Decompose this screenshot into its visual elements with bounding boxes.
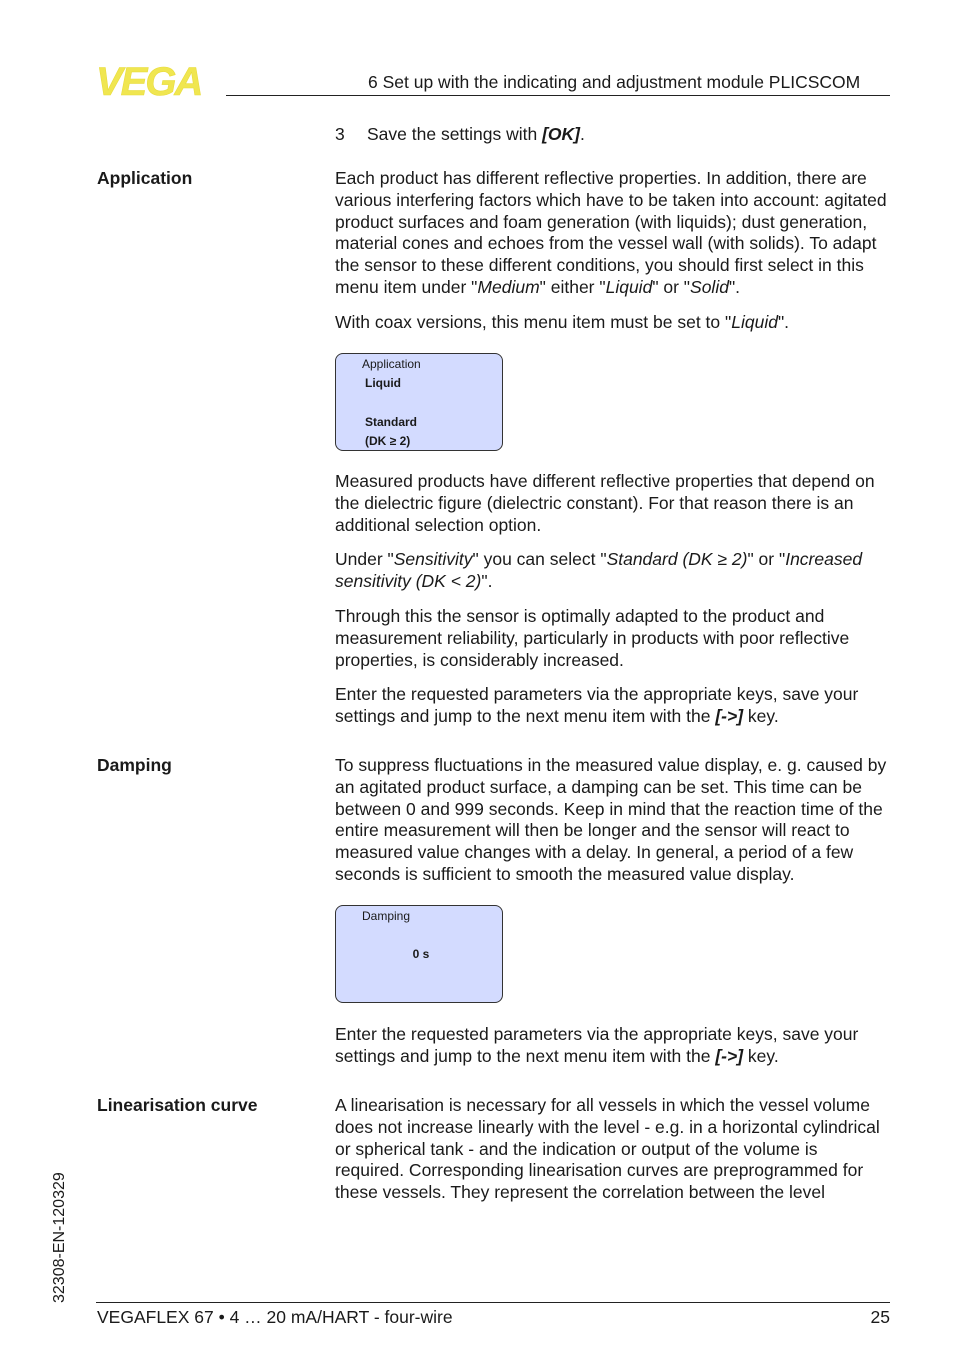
damping-text-2	[335, 1024, 891, 1068]
application-paragraph-2: With coax versions, this menu item must be set to "Liquid".	[335, 311, 790, 332]
linearisation-text	[335, 1095, 891, 1204]
display-line-sensitivity: Standard	[365, 415, 418, 429]
application-paragraph-6: Enter the requested parameters via the appropriate keys, save your settings and jump to the next menu item with the [->] key.	[335, 684, 859, 727]
footer-rule	[96, 1302, 890, 1303]
damping-heading: Damping	[97, 755, 172, 775]
document-code: 32308-EN-120329	[51, 1172, 68, 1303]
linearisation-heading: Linearisation curve	[97, 1095, 258, 1115]
damping-display	[335, 905, 503, 1003]
step-3: 3 Save the settings with [OK].	[335, 124, 585, 144]
header-rule	[226, 95, 890, 96]
damping-paragraph-1: To suppress fluctuations in the measured value display, e. g. caused by an agitated product surface, a damping can be set. This time can be between 0 and 999 seconds. Keep in mind that the reaction time of the entire measurement will then be longer and the sensor will react to measured value changes with a delay. In general, a period of a few seconds is sufficient to smooth the measured value display.	[335, 755, 887, 884]
application-paragraph-5: Through this the sensor is optimally adapted to the product and measurement reliability, particularly in products with poor reflective properties, is considerably increased.	[335, 605, 850, 670]
step-number: 3	[335, 124, 345, 144]
application-text	[335, 168, 891, 334]
application-display	[335, 353, 503, 451]
damping-text	[335, 755, 891, 886]
page-number: 25	[870, 1307, 890, 1327]
display-line-dk: (DK ≥ 2)	[365, 434, 411, 448]
logo-text: VEGA	[96, 63, 202, 99]
chapter-title: 6 Set up with the indicating and adjustment module PLICSCOM	[368, 72, 861, 92]
ok-key: [OK]	[542, 124, 581, 144]
application-paragraph-1: Each product has different reflective properties. In addition, there are various interfering factors which have to be taken into account: agitated product surfaces and foam generation (with liquids); dust generation, material cones and echoes from the vessel wall (with solids). To adapt the sensor to these different conditions, you should first select in this menu item under "Medium" either "Liquid" or "Solid".	[335, 168, 887, 297]
application-paragraph-4: Under "Sensitivity" you can select "Standard (DK ≥ 2)" or "Increased sensitivity (DK < 2)".	[335, 549, 863, 592]
damping-paragraph-2: Enter the requested parameters via the appropriate keys, save your settings and jump to the next menu item with the [->] key.	[335, 1024, 859, 1066]
display-damping-value: 0 s	[412, 947, 430, 961]
application-paragraph-3: Measured products have different reflective properties that depend on the dielectric figure (dielectric constant). For that reason there is an additional selection option.	[335, 471, 875, 535]
application-text-2	[335, 471, 891, 728]
display-line-medium: Liquid	[365, 376, 401, 390]
vega-logo	[96, 63, 220, 99]
footer-product: VEGAFLEX 67 • 4 … 20 mA/HART - four-wire	[97, 1307, 453, 1327]
application-heading: Application	[97, 168, 193, 188]
display-title: Application	[362, 357, 421, 371]
display-title: Damping	[362, 909, 411, 923]
linearisation-paragraph-1: A linearisation is necessary for all vessels in which the vessel volume does not increase linearly with the level - e.g. in a horizontal cylindrical or spherical tank - and the indication or output of the volume is required. Corresponding linearisation curves are preprogrammed for these vessels. They represent the correlation between the level	[335, 1095, 880, 1203]
